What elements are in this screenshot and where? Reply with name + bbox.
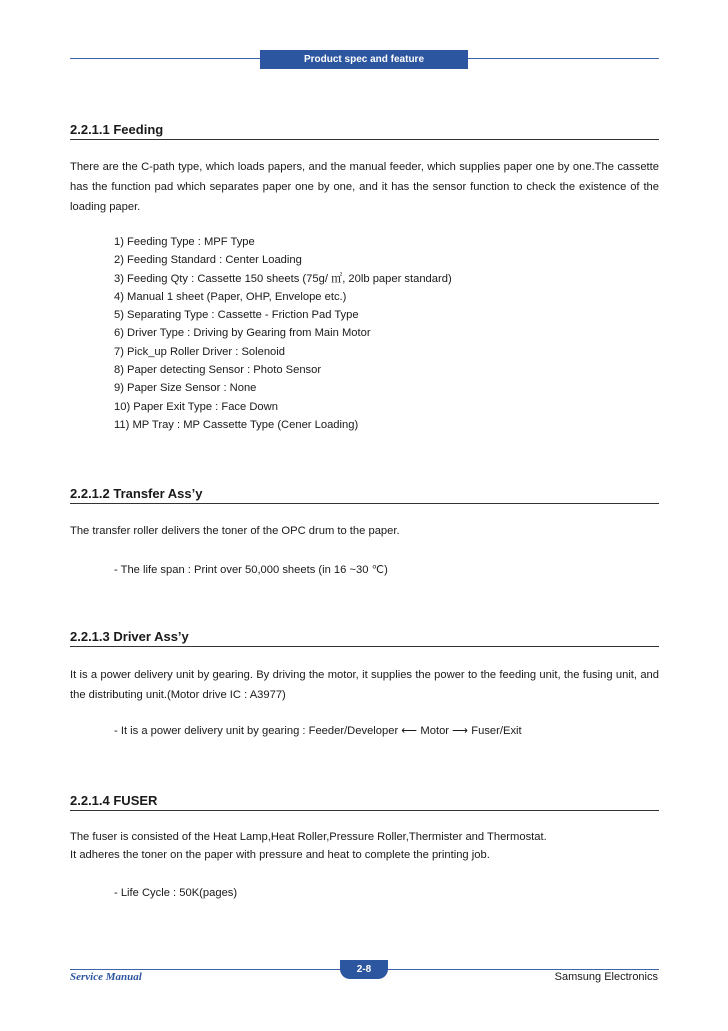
header-title: Product spec and feature	[260, 50, 468, 69]
transfer-paragraph: The transfer roller delivers the toner of the OPC drum to the paper.	[70, 525, 400, 537]
fuser-note: - Life Cycle : 50K(pages)	[114, 887, 238, 899]
footer-manual-label: Service Manual	[70, 971, 142, 983]
list-item: 9) Paper Size Sensor : None	[114, 382, 257, 395]
list-item: 1) Feeding Type : MPF Type	[114, 236, 255, 248]
list-item: 2) Feeding Standard : Center Loading	[114, 254, 302, 267]
section-heading-fuser: 2.2.1.4 FUSER	[70, 792, 659, 811]
driver-note: - It is a power delivery unit by gearing : Feeder/Developer ⟵ Motor ⟶ Fuser/Exit	[114, 725, 522, 737]
section-heading-transfer: 2.2.1.2 Transfer Ass’y	[70, 485, 659, 504]
list-item: 3) Feeding Qty : Cassette 150 sheets (75g/ ㎡, 20lb paper standard)	[114, 272, 452, 285]
list-item: 5) Separating Type : Cassette - Friction Pad Type	[114, 309, 359, 322]
fuser-paragraph-line2: It adheres the toner on the paper with pressure and heat to complete the printing job.	[70, 849, 490, 861]
page-number: 2-8	[340, 960, 388, 979]
transfer-note: - The life span : Print over 50,000 sheets (in 16 ~30 ℃)	[114, 564, 388, 576]
section-heading-driver: 2.2.1.3 Driver Ass’y	[70, 628, 659, 647]
fuser-paragraph-line1: The fuser is consisted of the Heat Lamp,Heat Roller,Pressure Roller,Thermister and Thermostat.	[70, 831, 547, 843]
list-item: 4) Manual 1 sheet (Paper, OHP, Envelope etc.)	[114, 290, 347, 303]
list-item: 11) MP Tray : MP Cassette Type (Cener Loading)	[114, 418, 359, 431]
feeding-spec-list	[114, 233, 452, 434]
list-item: 7) Pick_up Roller Driver : Solenoid	[114, 345, 285, 358]
footer-company-label: Samsung Electronics	[554, 971, 658, 983]
driver-paragraph: It is a power delivery unit by gearing. By driving the motor, it supplies the power to the feeding unit, the fusing unit, and the distributing unit.(Motor drive IC : A3977)	[70, 669, 659, 701]
list-item: 10) Paper Exit Type : Face Down	[114, 400, 278, 413]
feeding-paragraph: There are the C-path type, which loads papers, and the manual feeder, which supplies paper one by one.The cassette has the function pad which separates paper one by one, and it has the sensor function to check the existence of the loading paper.	[70, 161, 659, 213]
section-heading-feeding: 2.2.1.1 Feeding	[70, 121, 659, 140]
list-item: 8) Paper detecting Sensor : Photo Sensor	[114, 364, 322, 377]
list-item: 6) Driver Type : Driving by Gearing from Main Motor	[114, 327, 371, 340]
